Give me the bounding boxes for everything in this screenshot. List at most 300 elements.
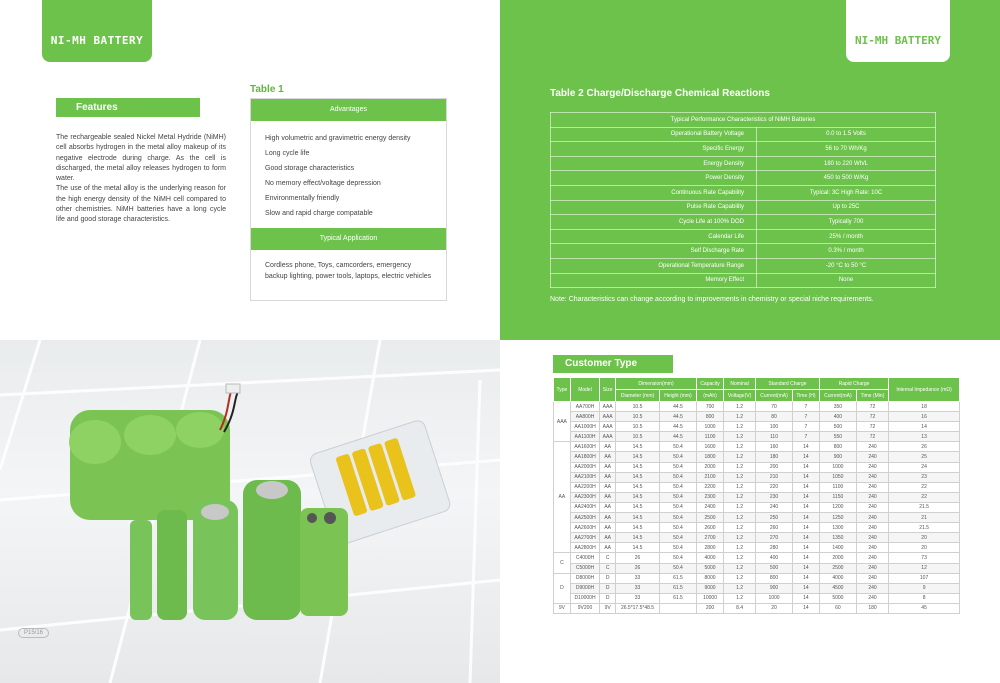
table-row (554, 553, 960, 563)
table-cell: 900 (756, 583, 793, 593)
type-cell: 9V (554, 603, 571, 613)
table-cell: 14.5 (616, 502, 660, 512)
table-cell: 2200 (696, 482, 723, 492)
features-paragraph: The use of the metal alloy is the underlying reason for the high energy density of the NiMH cell compared to other chemistries. NiMH batteries have a long cycle life and good storage characteristics. (56, 185, 226, 224)
table-cell: 5000 (819, 593, 856, 603)
advantage-item: Slow and rapid charge compatable (265, 210, 373, 217)
col-std-current: Current(mA) (756, 390, 793, 402)
brand-tab: NI-MH BATTERY (846, 0, 950, 62)
performance-table (550, 112, 936, 288)
table-cell: 1100 (696, 432, 723, 442)
table-cell: 2600 (696, 523, 723, 533)
table-cell: 50.4 (660, 452, 697, 462)
page-number: P15/16 (18, 628, 49, 638)
col-diameter: Diameter (mm) (616, 390, 660, 402)
table-cell: 44.5 (660, 412, 697, 422)
table-cell: 14 (792, 543, 819, 553)
table-cell: 270 (756, 533, 793, 543)
table-cell: 14 (792, 492, 819, 502)
table-cell: 500 (819, 422, 856, 432)
table-row (554, 402, 960, 412)
table-cell: AA2700H (570, 533, 600, 543)
table-cell: 33 (616, 583, 660, 593)
table-cell: 240 (856, 553, 888, 563)
col-impedance: Internal Impedance (mΩ) (889, 378, 960, 402)
table-cell: D (600, 583, 616, 593)
table-row (554, 523, 960, 533)
table2-title: Table 2 Charge/Discharge Chemical Reactions (550, 88, 770, 99)
table-cell: 8000 (696, 573, 723, 583)
table-row: Operational Battery Voltage 0.0 to 1.5 Volts (551, 127, 936, 142)
table-cell: 50.4 (660, 462, 697, 472)
table-cell: D (600, 593, 616, 603)
table-cell: 230 (756, 492, 793, 502)
table-row: Operational Temperature Range -20 °C to 50 °C (551, 258, 936, 273)
table-cell: AA2100H (570, 472, 600, 482)
table-cell: 24 (889, 462, 960, 472)
table-cell: 22 (889, 482, 960, 492)
table-cell: AA2200H (570, 482, 600, 492)
table-cell: 13 (889, 432, 960, 442)
table-cell: C5000H (570, 563, 600, 573)
table-cell: 72 (856, 432, 888, 442)
col-model: Model (570, 378, 600, 402)
table-cell: 1.2 (724, 462, 756, 472)
table-row (554, 482, 960, 492)
table-row (554, 432, 960, 442)
table-row: Self Discharge Rate 0.3% / month (551, 244, 936, 259)
table-cell: 14 (792, 482, 819, 492)
table-cell: 240 (856, 442, 888, 452)
table-cell: 50.4 (660, 543, 697, 553)
table-row: Pulse Rate Capability Up to 25C (551, 200, 936, 215)
table-cell: 240 (856, 472, 888, 482)
table-cell: 20 (756, 603, 793, 613)
table-cell: 1200 (819, 502, 856, 512)
table-row (554, 462, 960, 472)
table-cell: 14.5 (616, 523, 660, 533)
table-cell: 240 (856, 573, 888, 583)
table-cell: 14.5 (616, 462, 660, 472)
table-cell: 1000 (756, 593, 793, 603)
table-cell: 200 (696, 603, 723, 613)
table-cell: AA2000H (570, 462, 600, 472)
table-cell: AA (600, 543, 616, 553)
table-cell: 1.2 (724, 452, 756, 462)
table-cell: 14.5 (616, 543, 660, 553)
table-cell: 50.4 (660, 513, 697, 523)
table-cell: 1.2 (724, 573, 756, 583)
advantages-heading: Advantages (251, 99, 446, 121)
table-cell: 500 (756, 563, 793, 573)
table-cell: 25 (889, 452, 960, 462)
battery-pack-image (69, 384, 240, 520)
customer-type-rows (554, 402, 960, 614)
table-cell: 240 (856, 452, 888, 462)
table-cell: 700 (696, 402, 723, 412)
table-cell: 50.4 (660, 563, 697, 573)
table-cell: 14 (792, 523, 819, 533)
table-cell: 9V (600, 603, 616, 613)
table-row (554, 593, 960, 603)
table-cell: 44.5 (660, 432, 697, 442)
table-row (554, 442, 960, 452)
table-cell: AA1600H (570, 442, 600, 452)
table-cell: 61.5 (660, 593, 697, 603)
table-cell: AAA (600, 402, 616, 412)
table-cell: 1300 (819, 523, 856, 533)
table-cell: 1400 (819, 543, 856, 553)
table-cell: 50.4 (660, 533, 697, 543)
table-cell: 18 (889, 402, 960, 412)
col-capacity: Capacity (696, 378, 723, 390)
table-cell: 14.5 (616, 482, 660, 492)
table-cell: 14 (792, 502, 819, 512)
table-row (554, 563, 960, 573)
table-cell: 1.2 (724, 472, 756, 482)
table-cell: 10.5 (616, 402, 660, 412)
table-cell: 44.5 (660, 422, 697, 432)
table-cell: AA2300H (570, 492, 600, 502)
type-cell: AA (554, 442, 571, 553)
table-cell: AA700H (570, 402, 600, 412)
table-cell: 2500 (819, 563, 856, 573)
col-size: Size (600, 378, 616, 402)
table-cell: 14 (792, 442, 819, 452)
features-text (56, 133, 226, 226)
table-cell: 14 (792, 563, 819, 573)
table-cell: 14 (792, 593, 819, 603)
table-cell: 2700 (696, 533, 723, 543)
advantage-item: High volumetric and gravimetric energy density (265, 135, 411, 142)
table-cell: 240 (856, 523, 888, 533)
table-row (554, 492, 960, 502)
table-cell: 107 (889, 573, 960, 583)
table-cell: 14 (792, 533, 819, 543)
table-cell: 4500 (819, 583, 856, 593)
table-cell: 1.2 (724, 563, 756, 573)
table-cell: 72 (856, 402, 888, 412)
table-row: Specific Energy 56 to 70 Wh/Kg (551, 142, 936, 157)
type-cell: D (554, 573, 571, 603)
table-cell: 14 (792, 553, 819, 563)
table-cell: 1.2 (724, 432, 756, 442)
table-cell: 280 (756, 543, 793, 553)
table-cell: 260 (756, 523, 793, 533)
table-cell: 220 (756, 482, 793, 492)
table-cell: AA1800H (570, 452, 600, 462)
table-cell: D9000H (570, 583, 600, 593)
table-cell: 14 (792, 513, 819, 523)
table-cell: 1.2 (724, 442, 756, 452)
table-cell: 10.5 (616, 412, 660, 422)
table-cell: 61.5 (660, 583, 697, 593)
performance-caption: Typical Performance Characteristics of NiMH Batteries (551, 113, 936, 128)
table-cell: 21.5 (889, 523, 960, 533)
table-cell: 1.2 (724, 583, 756, 593)
advantage-item: Long cycle life (265, 150, 310, 157)
table-cell: AA (600, 513, 616, 523)
table-cell: 350 (819, 402, 856, 412)
table-cell: 5000 (696, 563, 723, 573)
table-cell: AA (600, 492, 616, 502)
table-row (554, 543, 960, 553)
table1-title: Table 1 (250, 84, 284, 95)
table-cell: 1.2 (724, 482, 756, 492)
table-cell: 240 (756, 502, 793, 512)
table-cell: AAA (600, 412, 616, 422)
table-cell: 900 (819, 452, 856, 462)
table-cell: 14 (889, 422, 960, 432)
table-cell: 400 (756, 553, 793, 563)
table-cell: 23 (889, 472, 960, 482)
table-cell: 1250 (819, 513, 856, 523)
col-std-time: Time (H) (792, 390, 819, 402)
col-rapid-charge: Rapid Charge (819, 378, 888, 390)
table-cell: 2500 (696, 513, 723, 523)
table-cell: 400 (819, 412, 856, 422)
table-cell: 16 (889, 412, 960, 422)
battery-illustration (0, 340, 500, 683)
table-cell: D8000H (570, 573, 600, 583)
table-cell: 80 (756, 412, 793, 422)
applications-text: Cordless phone, Toys, camcorders, emergency backup lighting, power tools, laptops, electric vehicles (265, 262, 432, 280)
table-cell: 7 (792, 402, 819, 412)
table-row: Energy Density 180 to 220 Wh/L (551, 156, 936, 171)
table-cell: AA (600, 452, 616, 462)
product-photo (0, 340, 500, 683)
table-cell: 1.2 (724, 533, 756, 543)
table-cell: 61.5 (660, 573, 697, 583)
table-cell: 50.4 (660, 523, 697, 533)
table-cell: D (600, 573, 616, 583)
table-cell: 72 (856, 412, 888, 422)
customer-type-table (553, 377, 960, 614)
table-cell: 50.4 (660, 442, 697, 452)
table-cell: 1100 (819, 482, 856, 492)
table-row (554, 573, 960, 583)
table-cell: AAA (600, 422, 616, 432)
table-cell: AA (600, 472, 616, 482)
table-cell: 72 (856, 422, 888, 432)
table-cell: 14 (792, 452, 819, 462)
table-cell: 20 (889, 533, 960, 543)
table-cell: 45 (889, 603, 960, 613)
type-cell: C (554, 553, 571, 573)
table-cell: 21.5 (889, 502, 960, 512)
table-cell: 12 (889, 563, 960, 573)
table-cell: 14.5 (616, 492, 660, 502)
table-cell: 26 (616, 553, 660, 563)
type-cell: AAA (554, 402, 571, 442)
table-cell: 22 (889, 492, 960, 502)
table-cell: 1150 (819, 492, 856, 502)
table-cell: 9 (889, 583, 960, 593)
customer-type-heading: Customer Type (553, 355, 673, 373)
applications-heading: Typical Application (251, 228, 446, 250)
table-cell: 100 (756, 422, 793, 432)
table-cell: 1.2 (724, 523, 756, 533)
table-cell: 240 (856, 533, 888, 543)
table-row (554, 502, 960, 512)
table-cell: C (600, 553, 616, 563)
table-cell: 180 (756, 452, 793, 462)
table-cell: 1050 (819, 472, 856, 482)
table-cell: 1000 (819, 462, 856, 472)
table-cell: 1.2 (724, 593, 756, 603)
table-cell: 73 (889, 553, 960, 563)
table-cell: 2100 (696, 472, 723, 482)
table-cell: 1.2 (724, 543, 756, 553)
table-cell: AA (600, 533, 616, 543)
table-cell: 2400 (696, 502, 723, 512)
table-cell: 250 (756, 513, 793, 523)
table-cell: AA2500H (570, 513, 600, 523)
table-row (554, 533, 960, 543)
table-cell: 14.5 (616, 452, 660, 462)
col-voltage: Voltage(V) (724, 390, 756, 402)
table-cell: 7 (792, 422, 819, 432)
advantage-item: Good storage characteristics (265, 165, 355, 172)
table-cell: 9V200 (570, 603, 600, 613)
table-cell: 44.5 (660, 402, 697, 412)
table-cell: 240 (856, 482, 888, 492)
table-cell: AA (600, 482, 616, 492)
table-cell: 800 (696, 412, 723, 422)
table-cell: 240 (856, 563, 888, 573)
table-cell: 10.5 (616, 432, 660, 442)
table-cell: AA (600, 442, 616, 452)
table-cell: 1.2 (724, 553, 756, 563)
table-cell: 9000 (696, 583, 723, 593)
table-cell: 14 (792, 603, 819, 613)
col-type: Type (554, 378, 571, 402)
table-cell: D10000H (570, 593, 600, 603)
table-cell: 10000 (696, 593, 723, 603)
table-cell: AA2400H (570, 502, 600, 512)
table-cell: AA (600, 523, 616, 533)
table-cell: 26 (889, 442, 960, 452)
advantage-item: No memory effect/voltage depression (265, 180, 381, 187)
table-cell: 21 (889, 513, 960, 523)
table-cell: 160 (756, 442, 793, 452)
table-cell: 1600 (696, 442, 723, 452)
table-cell: AA (600, 462, 616, 472)
table-cell: 240 (856, 583, 888, 593)
table-cell: 50.4 (660, 502, 697, 512)
table-cell: 240 (856, 492, 888, 502)
table-cell: 1350 (819, 533, 856, 543)
table-cell: 50.4 (660, 472, 697, 482)
table-cell: 4000 (819, 573, 856, 583)
col-dimension: Dimension(mm) (616, 378, 697, 390)
table-cell: 1.2 (724, 502, 756, 512)
table-cell: 7 (792, 432, 819, 442)
table-cell: 4000 (696, 553, 723, 563)
table-cell: 800 (819, 442, 856, 452)
table-cell: 20 (889, 543, 960, 553)
table-row (554, 603, 960, 613)
col-nominal: Nominal (724, 378, 756, 390)
table-cell: 1.2 (724, 402, 756, 412)
table-cell: 1.2 (724, 412, 756, 422)
table-cell: 200 (756, 462, 793, 472)
table-cell: 33 (616, 593, 660, 603)
table-cell: 50.4 (660, 553, 697, 563)
table-cell: 1800 (696, 452, 723, 462)
table-cell: 14 (792, 462, 819, 472)
col-mah: (mAh) (696, 390, 723, 402)
table-cell: C4000H (570, 553, 600, 563)
table-row: Continuous Rate Capability Typical: 3C High Rate: 10C (551, 185, 936, 200)
table-cell: 110 (756, 432, 793, 442)
table-cell: 14.5 (616, 442, 660, 452)
table-row (554, 472, 960, 482)
table-row: Power Density 450 to 500 W/Kg (551, 171, 936, 186)
table-cell: 2000 (819, 553, 856, 563)
table-cell: 14.5 (616, 533, 660, 543)
table-cell: 550 (819, 432, 856, 442)
table-cell: 240 (856, 543, 888, 553)
table-cell: AA1100H (570, 432, 600, 442)
col-rapid-time: Time (Min) (856, 390, 888, 402)
table-cell: 2800 (696, 543, 723, 553)
table-cell: AA (600, 502, 616, 512)
advantages-table (250, 98, 447, 301)
table-row (554, 583, 960, 593)
table-row (554, 412, 960, 422)
col-standard-charge: Standard Charge (756, 378, 820, 390)
advantage-item: Environmentally friendly (265, 195, 340, 202)
col-height: Height (mm) (660, 390, 697, 402)
table-cell: C (600, 563, 616, 573)
brand-tab: NI-MH BATTERY (42, 0, 152, 62)
table-cell: 26 (616, 563, 660, 573)
table-cell: 7 (792, 412, 819, 422)
table-cell: 240 (856, 513, 888, 523)
table-cell: 800 (756, 573, 793, 583)
table-row (554, 513, 960, 523)
table-cell: AA2800H (570, 543, 600, 553)
col-rapid-current: Current(mA) (819, 390, 856, 402)
table-cell: 14.5 (616, 513, 660, 523)
table-row: Calendar Life 25% / month (551, 229, 936, 244)
table-row: Memory Effect None (551, 273, 936, 288)
customer-type-page (500, 340, 1000, 683)
table-cell: 50.4 (660, 492, 697, 502)
table-cell: 2300 (696, 492, 723, 502)
table-cell: AA1000H (570, 422, 600, 432)
table-cell: 14 (792, 472, 819, 482)
table-cell: 180 (856, 603, 888, 613)
table-cell: 2000 (696, 462, 723, 472)
table-row: Cycle Life at 100% DOD Typically 700 (551, 215, 936, 230)
table-cell: 26.5*17.5*48.5 (616, 603, 660, 613)
table-cell: 210 (756, 472, 793, 482)
table-cell: 240 (856, 502, 888, 512)
table-cell: 70 (756, 402, 793, 412)
table-cell: 14.5 (616, 472, 660, 482)
table-cell: AA2600H (570, 523, 600, 533)
table-cell (660, 603, 697, 613)
features-paragraph: The rechargeable sealed Nickel Metal Hydride (NiMH) cell absorbs hydrogen in the metal alloy makeup of its negative electrode during charge. As the cell is discharged, the metal alloy releases hydrogen to form water. (56, 134, 226, 183)
table-cell: 1.2 (724, 492, 756, 502)
table-cell: 14 (792, 573, 819, 583)
table-cell: 8 (889, 593, 960, 603)
table-cell: 8.4 (724, 603, 756, 613)
features-heading: Features (56, 98, 200, 117)
table-cell: 50.4 (660, 482, 697, 492)
